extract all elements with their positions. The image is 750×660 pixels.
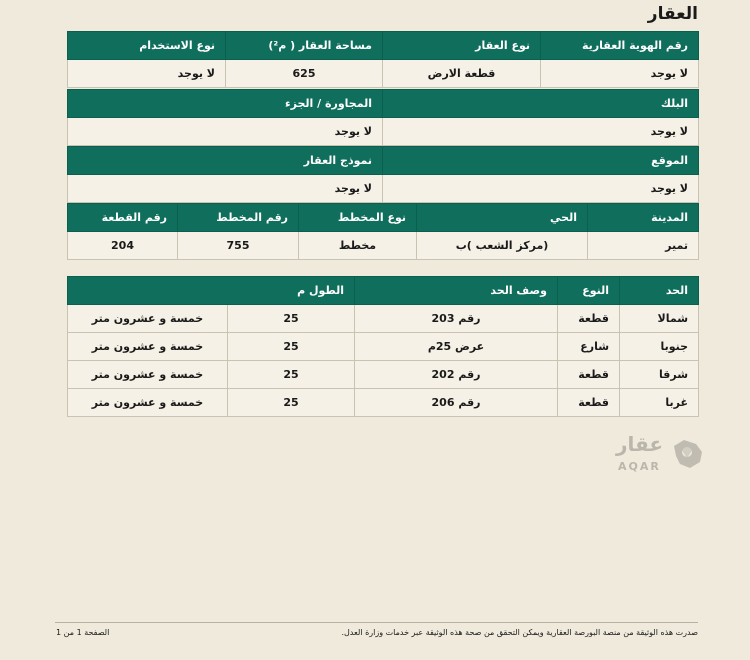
saudi-map-pin-icon	[670, 436, 706, 472]
property-id-header: رقم الهوية العقارية	[541, 32, 699, 60]
boundary-length-text: خمسة و عشرون متر	[68, 389, 228, 417]
block-header: البلك	[383, 90, 699, 118]
boundary-side: شرقا	[620, 361, 699, 389]
plan-type-value: مخطط	[299, 232, 417, 260]
usage-type-header: نوع الاستخدام	[68, 32, 226, 60]
boundary-length: 25	[228, 333, 355, 361]
neighborhood-part-header: المجاورة / الجزء	[68, 90, 383, 118]
property-id-value: لا يوجد	[541, 60, 699, 88]
aqar-watermark	[606, 432, 706, 480]
boundary-side: جنوبا	[620, 333, 699, 361]
boundary-desc: عرض 25م	[355, 333, 558, 361]
city-header: المدينة	[588, 204, 699, 232]
plan-number-header: رقم المخطط	[178, 204, 299, 232]
table-row	[68, 389, 699, 417]
city-value: تمير	[588, 232, 699, 260]
table-row	[68, 361, 699, 389]
boundary-type: قطعة	[558, 305, 620, 333]
plot-number-value: 204	[68, 232, 178, 260]
boundary-length-text: خمسة و عشرون متر	[68, 333, 228, 361]
property-table	[67, 31, 699, 88]
boundary-length: 25	[228, 361, 355, 389]
property-type-value: قطعة الارض	[383, 60, 541, 88]
boundary-length: 25	[228, 305, 355, 333]
address-table	[67, 203, 699, 260]
section-title: العقار	[647, 4, 698, 24]
block-table	[67, 89, 699, 146]
boundary-side-header: الحد	[620, 277, 699, 305]
boundary-type: شارع	[558, 333, 620, 361]
plan-type-header: نوع المخطط	[299, 204, 417, 232]
page-number: الصفحة 1 من 1	[56, 628, 110, 637]
property-model-value: لا يوجد	[68, 175, 383, 203]
property-model-header: نموذج العقار	[68, 147, 383, 175]
location-table	[67, 146, 699, 203]
district-header: الحي	[417, 204, 588, 232]
boundary-length-text: خمسة و عشرون متر	[68, 361, 228, 389]
footer-note: صدرت هذه الوثيقة من منصة البورصة العقارية ويمكن التحقق من صحة هذه الوثيقة عبر خدمات وزارة العدل.	[341, 628, 698, 637]
boundary-desc: رقم 203	[355, 305, 558, 333]
footer-divider	[55, 622, 698, 623]
plot-number-header: رقم القطعة	[68, 204, 178, 232]
district-value: (مركز الشعب )ب	[417, 232, 588, 260]
neighborhood-part-value: لا يوجد	[68, 118, 383, 146]
table-row	[68, 305, 699, 333]
boundary-type-header: النوع	[558, 277, 620, 305]
table-row	[68, 333, 699, 361]
property-area-header: مساحة العقار ( م²)	[226, 32, 383, 60]
boundaries-table	[67, 276, 699, 417]
boundary-length: 25	[228, 389, 355, 417]
boundary-side: غربا	[620, 389, 699, 417]
usage-type-value: لا يوجد	[68, 60, 226, 88]
boundary-length-text: خمسة و عشرون متر	[68, 305, 228, 333]
boundary-side: شمالا	[620, 305, 699, 333]
boundary-desc: رقم 202	[355, 361, 558, 389]
block-value: لا يوجد	[383, 118, 699, 146]
boundary-length-header: الطول م	[68, 277, 355, 305]
boundary-desc: رقم 206	[355, 389, 558, 417]
location-header: الموقع	[383, 147, 699, 175]
property-type-header: نوع العقار	[383, 32, 541, 60]
boundary-type: قطعة	[558, 389, 620, 417]
boundary-desc-header: وصف الحد	[355, 277, 558, 305]
plan-number-value: 755	[178, 232, 299, 260]
watermark-arabic: عقار	[616, 432, 664, 456]
location-value: لا يوجد	[383, 175, 699, 203]
boundary-type: قطعة	[558, 361, 620, 389]
watermark-english: AQAR	[618, 460, 661, 473]
property-area-value: 625	[226, 60, 383, 88]
